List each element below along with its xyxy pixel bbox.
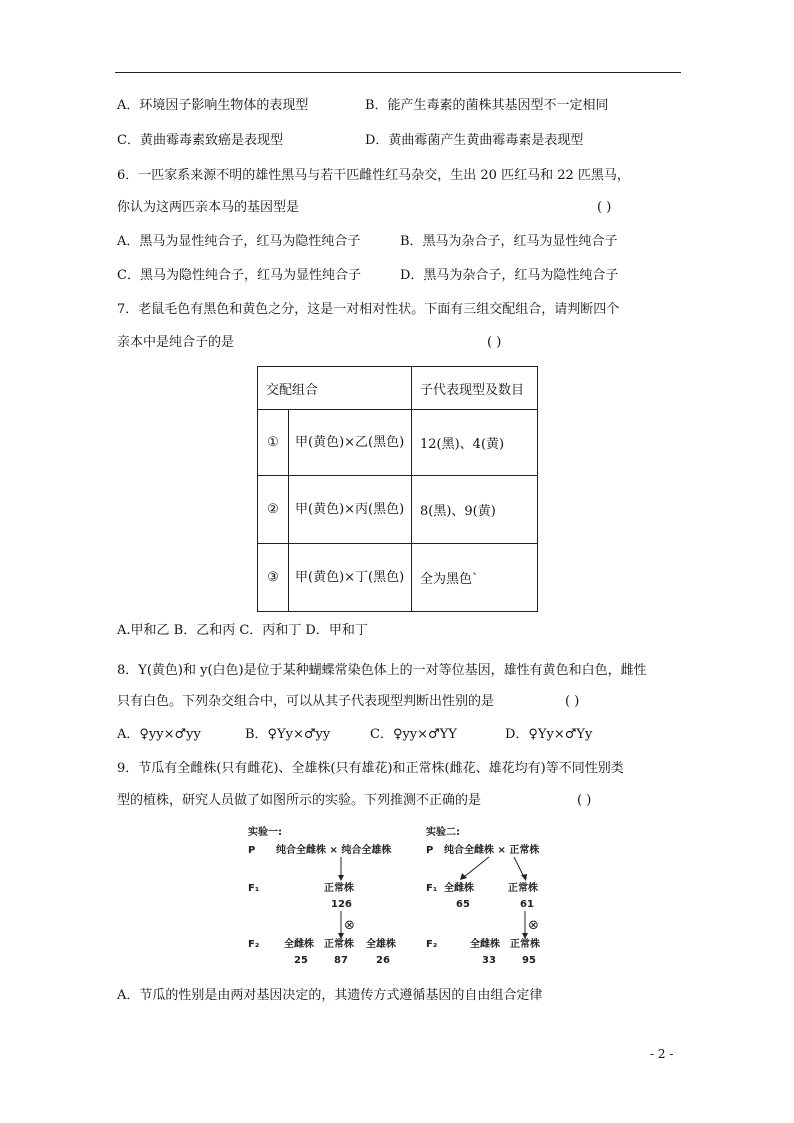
q8-option-a: A．♀yy×♂yy [117,727,201,742]
q7-stem-line1: 7．老鼠毛色有黑色和黄色之分，这是一对相对性状。下面有三组交配组合，请判断四个 [117,302,620,317]
q9-stem-line1: 9．节瓜有全雌株(只有雌花)、全雄株(只有雄花)和正常株(雌花、雄花均有)等不同性别类 [117,761,624,776]
q7-stem-line2: 亲本中是纯合子的是 [117,335,235,350]
exp2-selfing-symbol: ⊗ [528,918,539,933]
exp1-title: 实验一: [248,827,282,838]
exp2-f1-type: 全雌株 [444,883,474,894]
exp2-f2-count: 33 [482,955,496,966]
exp1-f2-count: 25 [294,955,308,966]
exp1-f1-label: F₁ [248,883,260,894]
exp1-f2-type: 全雌株 [284,939,314,950]
experiment-figure [244,823,560,973]
exp1-f2-label: F₂ [248,939,260,950]
table-row [258,476,538,544]
header-offspring: 子代表现型及数目 [412,367,538,410]
exp2-arrowhead [460,873,467,880]
exp2-f1-label: F₁ [426,883,438,894]
exp2-arrowhead [521,874,527,881]
q8-stem-line1: 8．Y(黄色)和 y(白色)是位于某种蝴蝶常染色体上的一对等位基因，雄性有黄色和白色，雌性 [117,663,647,678]
row-number: ① [258,410,289,476]
exp2-f2-label: F₂ [426,939,438,950]
exp1-f2-count: 87 [334,955,348,966]
q9-option-a: A．节瓜的性别是由两对基因决定的，其遗传方式遵循基因的自由组合定律 [117,988,543,1003]
exp1-f2-type: 正常株 [324,939,354,950]
exp1-arrowhead [338,875,344,881]
header-rule [115,72,681,73]
exp1-selfing-symbol: ⊗ [344,918,355,933]
row-number: ③ [258,544,289,612]
q8-option-b: B．♀Yy×♂yy [245,727,331,742]
exp2-p-cross: 纯合全雌株 × 正常株 [444,845,540,856]
exp2-f1-type: 正常株 [508,883,538,894]
exp2-f1-count: 61 [520,899,534,910]
exp1-f2-type: 全雄株 [366,939,396,950]
row-parents: 甲(黄色)×丙(黑色) [289,476,412,544]
q6-option-d: D．黑马为杂合子，红马为隐性纯合子 [400,268,619,283]
row-offspring: 8(黑)、9(黄) [412,476,538,544]
table-header-row [258,367,538,410]
q7-answer-paren: ( ) [487,335,502,350]
page-number: - 2 - [650,1047,674,1061]
exp2-f2-type: 正常株 [510,939,540,950]
exp2-f1-count: 65 [456,899,470,910]
row-number: ② [258,476,289,544]
q6-option-c: C．黑马为隐性纯合子，红马为显性纯合子 [117,268,361,283]
exp2-p-label: P [426,845,434,856]
exp2-f2-count: 95 [522,955,536,966]
table-row [258,410,538,476]
q8-answer-paren: ( ) [565,694,580,709]
row-parents: 甲(黄色)×丁(黑色) [289,544,412,612]
exp2-title: 实验二: [426,827,460,838]
exp1-f1-count: 126 [331,899,352,910]
exp1-f1-type: 正常株 [324,883,354,894]
q9-stem-line2: 型的植株，研究人员做了如图所示的实验。下列推测不正确的是 [117,793,482,808]
q9-answer-paren: ( ) [577,793,592,808]
q6-option-b: B．黑马为杂合子，红马为显性纯合子 [400,234,618,249]
header-cross: 交配组合 [258,367,412,410]
q8-option-c: C．♀yy×♂YY [370,727,457,742]
exp1-p-label: P [248,845,256,856]
table-row [258,544,538,612]
row-offspring: 12(黑)、4(黄) [412,410,538,476]
q8-stem-line2: 只有白色。下列杂交组合中，可以从其子代表现型判断出性别的是 [117,694,495,709]
exp1-f2-count: 26 [376,955,390,966]
exp2-f2-type: 全雌株 [470,939,500,950]
row-parents: 甲(黄色)×乙(黑色) [289,410,412,476]
q5-option-a: A．环境因子影响生物体的表现型 [117,98,309,113]
q8-option-d: D．♀Yy×♂Yy [505,727,593,742]
q6-answer-paren: ( ) [597,200,612,215]
q6-stem-line2: 你认为这两匹亲本马的基因型是 [117,200,300,215]
exp1-p-cross: 纯合全雌株 × 纯合全雄株 [276,845,392,856]
q5-option-c: C．黄曲霉毒素致癌是表现型 [117,133,283,148]
exp2-arrow-right [514,857,524,877]
exp2-arrow-left [464,857,489,877]
q6-option-a: A．黑马为显性纯合子，红马为隐性纯合子 [117,234,361,249]
q7-options: A.甲和乙 B．乙和丙 C．丙和丁 D．甲和丁 [117,623,368,638]
q6-stem-line1: 6．一匹家系来源不明的雄性黑马与若干匹雌性红马杂交，生出 20 匹红马和 22 匹黑马， [117,168,630,183]
mating-table [257,366,538,612]
q5-option-b: B．能产生毒素的菌株其基因型不一定相同 [365,98,609,113]
row-offspring: 全为黑色` [412,544,538,612]
q5-option-d: D．黄曲霉菌产生黄曲霉毒素是表现型 [365,133,584,148]
